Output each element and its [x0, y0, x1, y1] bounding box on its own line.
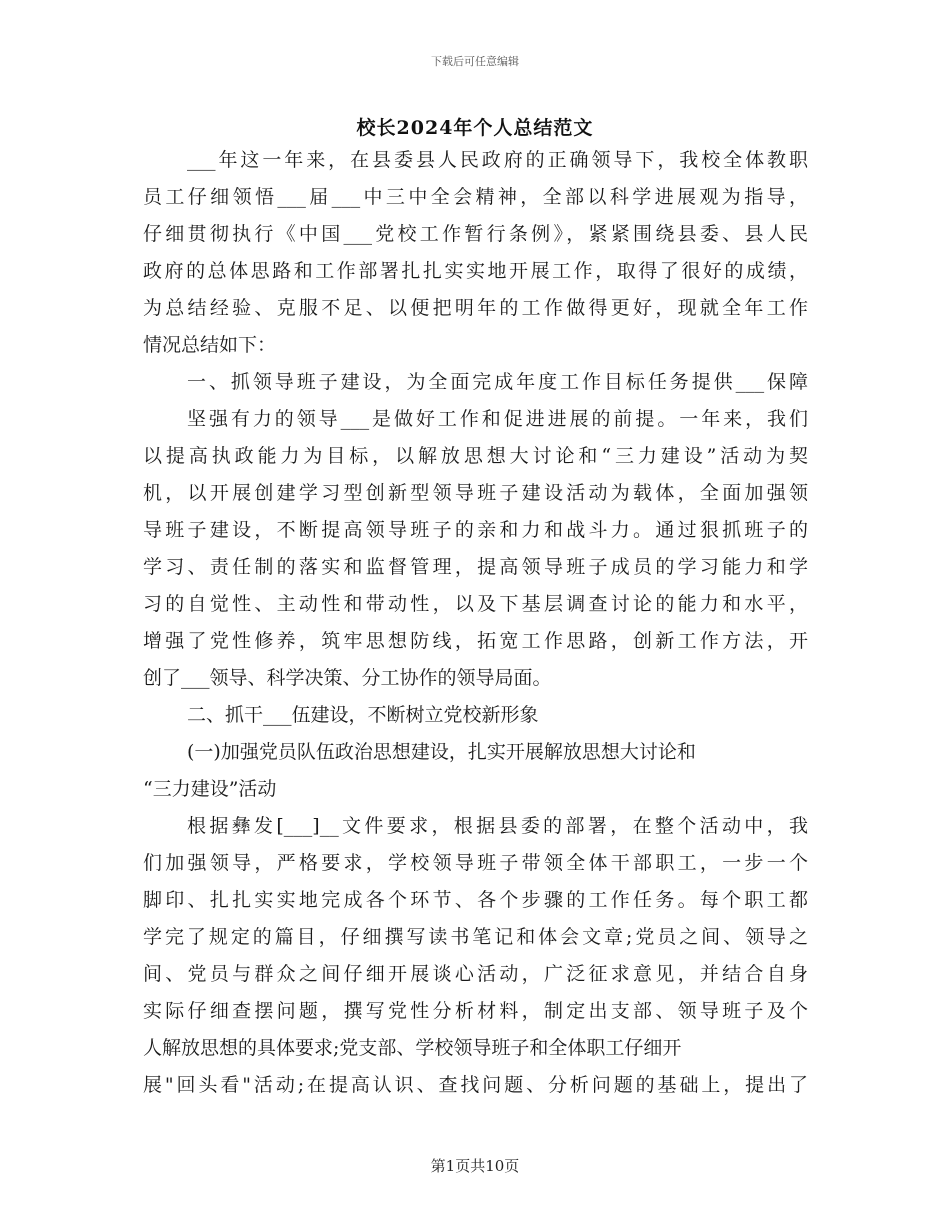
body-line: ___年这一年来，在县委县人民政府的正确领导下，我校全体教职 [187, 149, 808, 171]
body-line: 学习、责任制的落实和监督管理，提高领导班子成员的学习能力和学 [143, 556, 808, 578]
body-line: 学完了规定的篇目，仔细撰写读书笔记和体会文章;党员之间、领导之 [143, 926, 808, 948]
body-line: 为总结经验、克服不足、以便把明年的工作做得更好，现就全年工作 [143, 297, 808, 319]
header-note: 下载后可任意编辑 [431, 55, 519, 68]
page-footer: 第1页共10页 [430, 1157, 520, 1175]
body-line: 展"回头看"活动;在提高认识、查找问题、分析问题的基础上，提出了 [143, 1074, 808, 1096]
body-line: 仔细贯彻执行《中国___党校工作暂行条例》，紧紧围绕县委、县人民 [143, 223, 808, 245]
document-body [143, 142, 808, 1104]
body-line: 二、抓干___伍建设，不断树立党校新形象 [187, 704, 539, 726]
body-line: 一、抓领导班子建设，为全面完成年度工作目标任务提供___保障 [187, 371, 808, 393]
body-line: 实际仔细查摆问题，撰写党性分析材料，制定出支部、领导班子及个 [143, 1000, 808, 1022]
body-line: 情况总结如下： [143, 334, 277, 356]
body-line: “三力建设”活动 [143, 778, 277, 800]
body-line: 根据彝发[___]__文件要求，根据县委的部署，在整个活动中，我 [187, 815, 808, 837]
body-line: 脚印、扎扎实实地完成各个环节、各个步骤的工作任务。每个职工都 [143, 889, 808, 911]
body-line: 增强了党性修养，筑牢思想防线，拓宽工作思路，创新工作方法，开 [143, 630, 808, 652]
body-line: 创了___领导、科学决策、分工协作的领导局面。 [143, 667, 552, 689]
body-line: 们加强领导，严格要求，学校领导班子带领全体干部职工，一步一个 [143, 852, 808, 874]
body-line: 间、党员与群众之间仔细开展谈心活动，广泛征求意见，并结合自身 [143, 963, 808, 985]
body-line: 政府的总体思路和工作部署扎扎实实地开展工作，取得了很好的成绩， [143, 260, 808, 282]
body-line: 机，以开展创建学习型创新型领导班子建设活动为载体，全面加强领 [143, 482, 808, 504]
body-line: 坚强有力的领导___是做好工作和促进进展的前提。一年来，我们 [187, 408, 808, 430]
body-line: 人解放思想的具体要求;党支部、学校领导班子和全体职工仔细开 [143, 1037, 682, 1059]
body-line: 员工仔细领悟___届___中三中全会精神，全部以科学进展观为指导， [143, 186, 808, 208]
body-line: (一)加强党员队伍政治思想建设，扎实开展解放思想大讨论和 [187, 741, 696, 763]
body-line: 习的自觉性、主动性和带动性，以及下基层调查讨论的能力和水平， [143, 593, 808, 615]
body-line: 以提高执政能力为目标，以解放思想大讨论和“三力建设”活动为契 [143, 445, 808, 467]
document-title: 校长2024年个人总结范文 [356, 117, 594, 139]
body-line: 导班子建设，不断提高领导班子的亲和力和战斗力。通过狠抓班子的 [143, 519, 808, 541]
